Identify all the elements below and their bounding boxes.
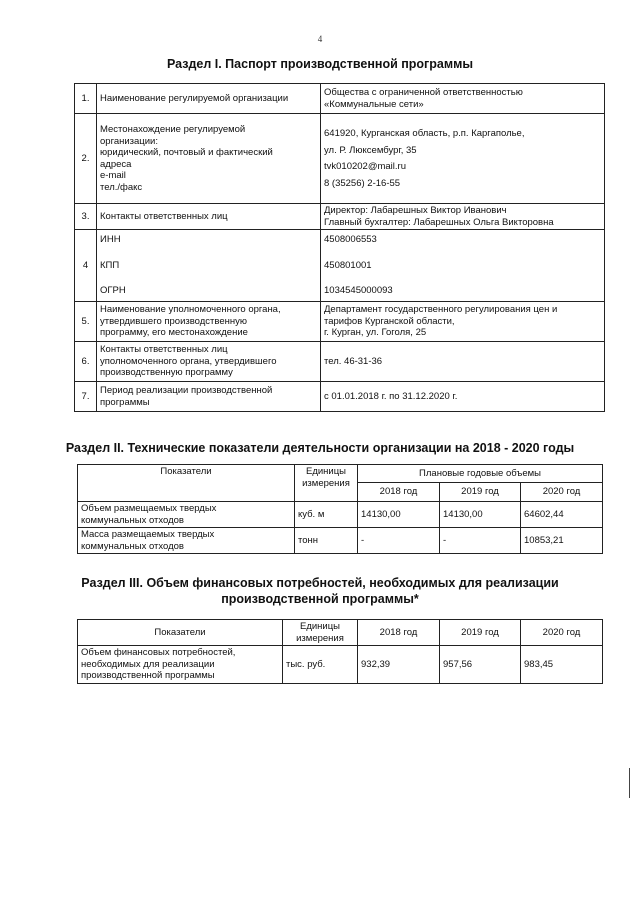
row-value-line: с 01.01.2018 г. по 31.12.2020 г.: [324, 390, 458, 402]
row-number-text: 7.: [81, 390, 90, 402]
row-label-line: Контакты ответственных лиц: [100, 210, 228, 222]
row-value-line: ул. Р. Люксембург, 35: [324, 144, 417, 156]
section3-title-line: производственной программы*: [221, 592, 419, 606]
row-label: [97, 114, 321, 204]
value-cell: [440, 646, 521, 684]
indicator-line: коммунальных отходов: [81, 514, 184, 526]
value-text: -: [443, 534, 447, 546]
row-number: [75, 382, 97, 412]
unit-cell: [295, 502, 358, 528]
row-label-line: производственную программу: [100, 367, 233, 379]
value-cell: [440, 502, 521, 528]
passport-table: [74, 83, 605, 412]
passport-row: [75, 114, 605, 204]
row-number: [75, 302, 97, 342]
header-unit-line: Единицы: [305, 466, 346, 477]
row-label-line: юридический, почтовый и фактический: [100, 147, 273, 158]
row-label-line: адреса: [100, 158, 132, 170]
header-year: 2019 год: [440, 483, 521, 502]
value-text: 983,45: [524, 658, 554, 670]
passport-row: [75, 84, 605, 114]
header-year: 2019 год: [440, 620, 521, 646]
row-number-text: 3.: [81, 210, 90, 222]
indicator-cell: [78, 528, 295, 554]
row-number: [75, 84, 97, 114]
row-number: [75, 230, 97, 302]
row-label-line: организации:: [100, 135, 158, 147]
row-label-line: программы: [100, 396, 150, 408]
value-cell: [521, 646, 603, 684]
indicator-line: производственной программы: [81, 670, 215, 682]
row-value-line: Департамент государственного регулирования цен и: [324, 304, 558, 316]
page-number: 4: [317, 34, 323, 44]
row-label: [97, 342, 321, 382]
row-label-line: e-mail: [100, 170, 126, 181]
financial-needs-table: [77, 619, 603, 684]
row-number: [75, 204, 97, 230]
row-value-line: г. Курган, ул. Гоголя, 25: [324, 327, 427, 339]
row-label-line: ОГРН: [100, 285, 126, 297]
row-value-line: 8 (35256) 2-16-55: [324, 177, 401, 189]
row-label-line: уполномоченного органа, утвердившего: [100, 355, 277, 367]
indicator-cell: [78, 646, 283, 684]
header-indicator: Показатели: [78, 620, 283, 646]
header-unit: [295, 465, 358, 502]
header-year: 2020 год: [521, 620, 603, 646]
value-text: 10853,21: [524, 534, 564, 546]
row-label-line: Наименование регулируемой организации: [100, 92, 289, 104]
header-unit-line: измерения: [296, 632, 344, 644]
header-planned: Плановые годовые объемы: [358, 465, 603, 483]
passport-row: [75, 342, 605, 382]
row-value-line: 450801001: [324, 259, 372, 271]
value-text: 957,56: [443, 658, 473, 670]
value-text: 932,39: [361, 658, 391, 670]
row-label: [97, 302, 321, 342]
row-number: [75, 342, 97, 382]
section3-title: [0, 575, 640, 607]
passport-row: [75, 382, 605, 412]
header-year: 2018 год: [358, 620, 440, 646]
value-cell: [521, 502, 603, 528]
row-value-line: 1034545000093: [324, 285, 393, 297]
header-year: 2020 год: [521, 483, 603, 502]
table-row: [78, 528, 603, 554]
passport-row: [75, 302, 605, 342]
value-cell: [358, 502, 440, 528]
row-label: [97, 382, 321, 412]
row-number-text: 2.: [81, 152, 90, 164]
row-label: [97, 204, 321, 230]
row-value: [321, 342, 605, 382]
indicator-line: необходимых для реализации: [81, 658, 215, 670]
row-value-line: 641920, Курганская область, р.п. Каргаполье,: [324, 128, 525, 139]
row-label-line: Контакты ответственных лиц: [100, 344, 228, 356]
table-row: [78, 646, 603, 684]
row-value: [321, 382, 605, 412]
row-label-line: ИНН: [100, 234, 121, 246]
row-label: [97, 84, 321, 114]
technical-indicators-table: [77, 464, 603, 554]
row-value: [321, 204, 605, 230]
row-value-line: Директор: Лабарешных Виктор Иванович: [324, 205, 507, 216]
value-cell: [358, 528, 440, 554]
unit-cell: [283, 646, 358, 684]
row-value: [321, 302, 605, 342]
unit-text: тыс. руб.: [286, 658, 326, 670]
unit-text: тонн: [298, 534, 319, 546]
row-number: [75, 114, 97, 204]
row-value-line: «Коммунальные сети»: [324, 98, 424, 110]
row-label-line: Наименование уполномоченного органа,: [100, 304, 281, 316]
section2-title: Раздел II. Технические показатели деятельности организации на 2018 - 2020 годы: [65, 441, 575, 455]
unit-cell: [295, 528, 358, 554]
row-value-line: тарифов Курганской области,: [324, 315, 455, 327]
row-number-text: 6.: [81, 355, 90, 367]
row-value: [321, 230, 605, 302]
row-label-line: КПП: [100, 259, 120, 271]
row-value: [321, 114, 605, 204]
row-value-line: tvk010202@mail.ru: [324, 161, 406, 172]
row-label-line: Период реализации производственной: [100, 385, 273, 396]
row-label-line: Местонахождение регулируемой: [100, 124, 246, 135]
value-text: 14130,00: [361, 508, 401, 520]
row-label-line: программу, его местонахождение: [100, 327, 248, 339]
row-value-line: тел. 46-31-36: [324, 355, 383, 367]
value-cell: [521, 528, 603, 554]
row-label-line: утвердившего производственную: [100, 315, 247, 327]
row-number-text: 5.: [81, 315, 90, 327]
row-value-line: 4508006553: [324, 234, 377, 246]
header-indicator: Показатели: [78, 465, 295, 502]
header-unit-line: Единицы: [299, 621, 340, 632]
value-text: 14130,00: [443, 508, 483, 520]
indicator-line: коммунальных отходов: [81, 540, 184, 552]
indicator-line: Объем размещаемых твердых: [81, 503, 217, 514]
row-value: [321, 84, 605, 114]
table-row: [78, 502, 603, 528]
unit-text: куб. м: [298, 508, 325, 520]
indicator-cell: [78, 502, 295, 528]
value-cell: [440, 528, 521, 554]
header-unit: [283, 620, 358, 646]
value-cell: [358, 646, 440, 684]
row-value-line: Общества с ограниченной ответственностью: [324, 87, 523, 98]
row-label: [97, 230, 321, 302]
scan-edge-mark: [629, 768, 630, 798]
row-label-line: тел./факс: [100, 181, 143, 193]
value-text: 64602,44: [524, 508, 564, 520]
indicator-line: Масса размещаемых твердых: [81, 529, 215, 540]
row-number-text: 4: [82, 259, 89, 271]
section3-title-line: Раздел III. Объем финансовых потребностей, необходимых для реализации: [81, 576, 559, 590]
header-year: 2018 год: [358, 483, 440, 502]
indicator-line: Объем финансовых потребностей,: [81, 647, 236, 659]
row-value-line: Главный бухгалтер: Лабарешных Ольга Викторовна: [324, 216, 554, 228]
row-number-text: 1.: [81, 92, 90, 104]
value-text: -: [361, 534, 365, 546]
header-unit-line: измерения: [302, 477, 350, 489]
passport-row: [75, 204, 605, 230]
passport-row: [75, 230, 605, 302]
section1-title: Раздел I. Паспорт производственной программы: [166, 57, 474, 71]
